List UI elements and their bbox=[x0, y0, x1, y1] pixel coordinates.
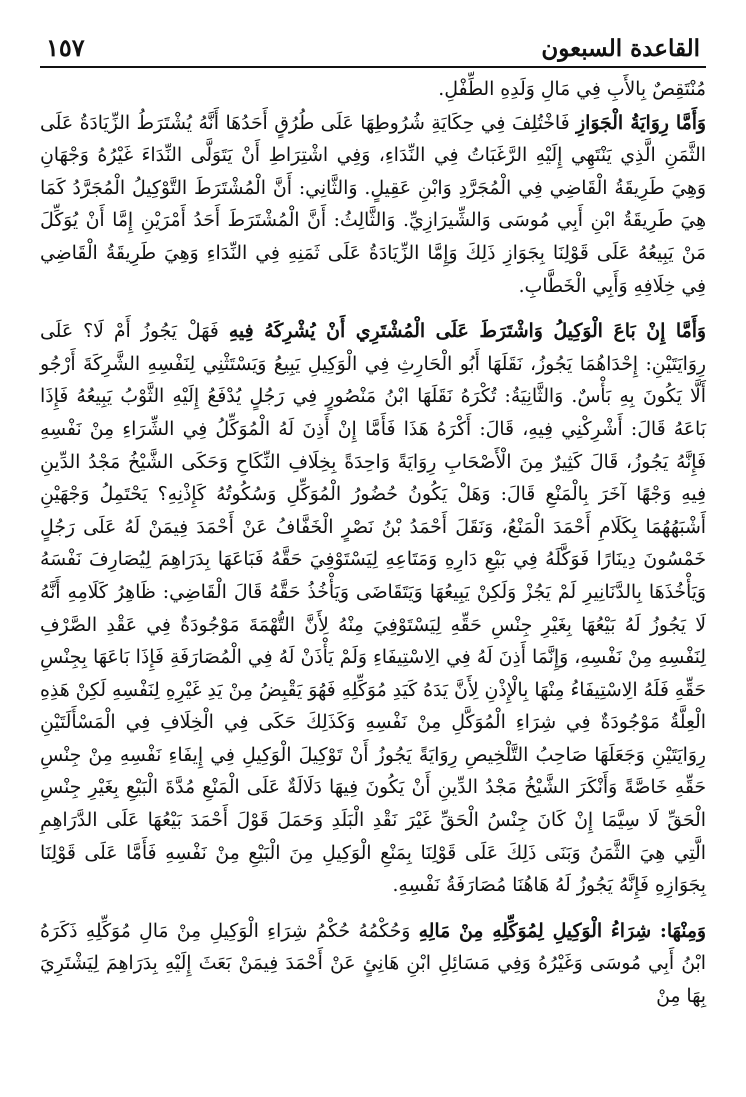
paragraph-text: وَحُكْمُهُ حُكْمُ شِرَاءِ الْوَكِيلِ مِنْ مَالِ مُوَكِّلِهِ ذَكَرَهُ ابْنُ أَبِي مُوسَى وَغَيْرُهُ وَفِي مَسَائِلِ ابْنِ هَانِئٍ عَنْ أَحْمَدَ فِيمَنْ بَعَثَ إِلَيْهِ بِدَرَاهِمَ لِيَشْتَرِيَ بِهَا مِنْ bbox=[40, 920, 706, 1008]
paragraph-agent-purchase bbox=[40, 915, 706, 1014]
paragraph-text: فَاخْتُلِفَ فِي حِكَايَةِ شُرُوطِهَا عَلَى طُرُقٍ أَحَدُهَا أَنَّهُ يُشْتَرَطُ الزِّيَادَةُ عَلَى الثَّمَنِ الَّذِي يَنْتَهِي إِلَيْهِ الرَّغَبَاتُ فِي النِّدَاءِ، وَفِي اشْتِرَاطِ أَنْ يَتَوَلَّى النِّدَاءَ غَيْرُهُ وَجْهَانِ وَهِيَ طَرِيقَةُ الْقَاضِي فِي الْمُجَرَّدِ وَابْنِ عَقِيلٍ. وَالثَّانِي: أَنَّ الْمُشْتَرَطَ التَّوْكِيلُ الْمُجَرَّدُ كَمَا هِيَ طَرِيقَةُ ابْنِ أَبِي مُوسَى وَالشِّيرَازِيِّ. وَالثَّالِثُ: أَنَّ الْمُشْتَرَطَ أَحَدُ أَمْرَيْنِ إِمَّا أَنْ يُوَكِّلَ مَنْ يَبِيعُهُ عَلَى قَوْلِنَا بِجَوَازِ ذَلِكَ وَإِمَّا الزِّيَادَةُ عَلَى ثَمَنِهِ فِي النِّدَاءِ وَهِيَ طَرِيقَةُ الْقَاضِي فِي خِلَافِهِ وَأَبِي الْخَطَّابِ. bbox=[40, 112, 706, 297]
page-body bbox=[40, 74, 706, 1014]
page-number: ١٥٧ bbox=[46, 33, 85, 62]
paragraph-lead: وَمِنْهَا: شِرَاءُ الْوَكِيلِ لِمُوَكِّلِهِ مِنْ مَالِهِ bbox=[418, 919, 706, 942]
paragraph-agent-sale bbox=[40, 315, 706, 903]
paragraph-continuation bbox=[40, 74, 706, 107]
paragraph-text: مُنْتَقِصٌ بِالأَبِ فِي مَالِ وَلَدِهِ الطِّفْلِ. bbox=[438, 79, 706, 100]
paragraph-permissibility bbox=[40, 107, 706, 304]
paragraph-lead: وَأَمَّا رِوَايَةُ الْجَوَازِ bbox=[576, 111, 706, 134]
paragraph-lead: وَأَمَّا إِنْ بَاعَ الْوَكِيلُ وَاشْتَرَطَ عَلَى الْمُشْتَرِي أَنْ يُشْرِكَهُ فِيهِ bbox=[228, 320, 706, 343]
paragraph-text: فَهَلْ يَجُوزُ أَمْ لَا؟ عَلَى رِوَايَتَيْنِ: إِحْدَاهُمَا يَجُوزُ، نَقَلَهَا أَبُو الْحَارِثِ فِي الْوَكِيلِ يَبِيعُ وَيَسْتَثْنِي لِنَفْسِهِ الشَّرِكَةَ أَرْجُو أَلَّا يَكُونَ بِهِ بَأْسٌ. وَالثَّانِيَةُ: تُكْرَهُ نَقَلَهَا ابْنُ مَنْصُورٍ فِي رَجُلٍ يُدْفَعُ إِلَيْهِ الثَّوْبُ يَبِيعُهُ فَإِذَا بَاعَهُ قَالَ: أَشْرِكْنِي فِيهِ، قَالَ: أَكْرَهُ هَذَا فَأَمَّا إِنْ أَذِنَ لَهُ الْمُوَكِّلُ فِي الشِّرَاءِ مِنْ نَفْسِهِ فَإِنَّهُ يَجُوزُ، قَالَ كَثِيرٌ مِنَ الْأَصْحَابِ رِوَايَةً وَاحِدَةً بِخِلَافِ النِّكَاحِ وَحَكَى الشَّيْخُ مَجْدُ الدِّينِ فِيهِ وَجْهًا آخَرَ بِالْمَنْعِ قَالَ: وَهَلْ يَكُونُ حُضُورُ الْمُوَكِّلِ وَسُكُوتُهُ كَإِذْنِهِ؟ يَحْتَمِلُ وَجْهَيْنِ أَشْبَهُهُمَا بِكَلَامِ أَحْمَدَ الْمَنْعُ، وَنَقَلَ أَحْمَدُ بْنُ نَصْرٍ الْخَفَّافُ عَنْ أَحْمَدَ فِيمَنْ لَهُ عَلَى رَجُلٍ خَمْسُونَ دِينَارًا فَوَكَّلَهُ فِي بَيْعِ دَارِهِ وَمَتَاعِهِ لِيَسْتَوْفِيَ حَقَّهُ فَبَاعَهَا بِدَرَاهِمَ لِيُصَارِفَ نَفْسَهُ وَيَأْخُذَهَا بِالدَّنَانِيرِ لَمْ يَجُزْ وَلَكِنْ يَبِيعُهَا وَيَتَقَاضَى وَيَأْخُذُ حَقَّهُ قَالَ الْقَاضِي: ظَاهِرُ كَلَامِهِ أَنَّهُ لَا يَجُوزُ لَهُ بَيْعُهَا بِغَيْرِ جِنْسِ حَقِّهِ لِيَسْتَوْفِيَ مِنْهُ لِأَنَّ التُّهْمَةَ مَوْجُودَةٌ فِي عَقْدِ الصَّرْفِ لِنَفْسِهِ مِنْ نَفْسِهِ، وَإِنَّمَا أَذِنَ لَهُ فِي الِاسْتِيفَاءِ وَلَمْ يَأْذَنْ لَهُ فِي الْمُصَارَفَةِ فَإِذَا بَاعَهَا بِجِنْسِ حَقِّهِ فَلَهُ الِاسْتِيفَاءُ مِنْهَا بِالْإِذْنِ لِأَنَّ يَدَهُ كَيَدِ مُوَكِّلِهِ فَهُوَ يَقْبِضُ مِنْ يَدِ غَيْرِهِ لِنَفْسِهِ لَكِنْ هَذِهِ الْعِلَّةُ مَوْجُودَةٌ فِي شِرَاءِ الْمُوَكَّلِ مِنْ نَفْسِهِ وَكَذَلِكَ حَكَى فِي الْخِلَافِ فِي الْمَسْأَلَتَيْنِ رِوَايَتَيْنِ وَجَعَلَهَا صَاحِبُ التَّلْخِيصِ رِوَايَةً يَجُوزُ أَنْ تَوْكِيلَ الْوَكِيلِ فِي إِيفَاءِ نَفْسِهِ مِنْ جِنْسِ حَقِّهِ خَاصَّةً وَأَنْكَرَ الشَّيْخُ مَجْدُ الدِّينِ أَنْ يَكُونَ فِيهَا دَلَالَةٌ عَلَى الْمَنْعِ مُدَّةَ الْبَيْعِ بِغَيْرِ جِنْسِ الْحَقِّ لَا سِيَّمَا إِنْ كَانَ جِنْسُ الْحَقِّ غَيْرَ نَقْدِ الْبَلَدِ وَحَمَلَ قَوْلَ أَحْمَدَ بَيْعُهَا عَلَى الدَّرَاهِمِ الَّتِي هِيَ الثَّمَنُ وَبَنَى ذَلِكَ عَلَى قَوْلِنَا بِمَنْعِ الْوَكِيلِ مِنَ الْبَيْعِ مِنْ نَفْسِهِ فَأَمَّا عَلَى قَوْلِنَا بِجَوَازِهِ فَإِنَّهُ يَجُوزُ لَهُ هَاهُنَا مُصَارَفَةُ نَفْسِهِ. bbox=[40, 321, 706, 897]
page-header bbox=[40, 28, 706, 68]
chapter-title: القاعدة السبعون bbox=[541, 35, 700, 62]
